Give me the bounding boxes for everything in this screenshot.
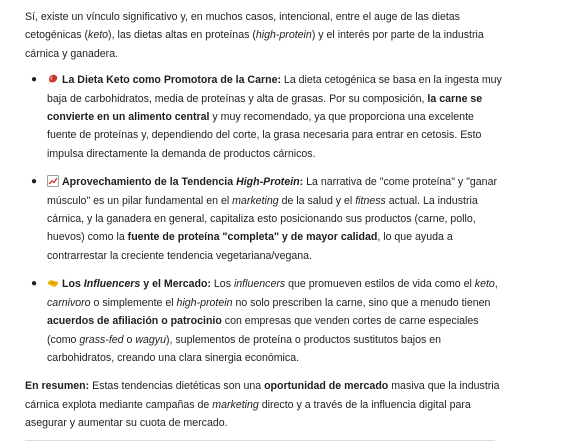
intro-emphasis: high-protein [255, 29, 312, 42]
item-text: o [123, 333, 136, 346]
list-item-keto [25, 71, 505, 163]
item-text: de la salud y el [278, 194, 356, 207]
item-text: con empresas que venden cortes de carne especiales (como [47, 315, 479, 346]
item-text: , [494, 278, 498, 291]
summary-paragraph [25, 377, 505, 432]
item-emphasis: keto [474, 278, 495, 291]
item-emphasis: fitness [355, 194, 386, 207]
intro-text: Sí, existe un vínculo significativo y, en muchos casos, intencional, entre el auge de las dietas cetogénicas ( [25, 11, 460, 42]
item-emphasis: influencers [233, 278, 286, 291]
bullet-dot: ● [31, 176, 38, 188]
intro-text: ), las dietas altas en proteínas ( [108, 29, 256, 42]
item-title [62, 278, 211, 290]
list-item-influencers [25, 275, 505, 367]
summary-label: En resumen: [25, 380, 90, 393]
handshake-icon [47, 277, 59, 289]
item-bold: fuente de proteína "completa" y de mayor calidad [127, 231, 378, 244]
item-text: Los [210, 278, 234, 291]
meat-icon [47, 73, 59, 85]
bullet-dot: ● [31, 74, 38, 86]
item-title [62, 176, 303, 188]
item-emphasis: grass-fed [79, 333, 124, 346]
intro-paragraph [25, 8, 505, 63]
item-emphasis: wagyu [135, 333, 166, 346]
item-emphasis: marketing [232, 194, 279, 207]
item-text: no solo prescriben la carne, sino que a menudo tienen [232, 296, 491, 309]
item-text: La dieta cetogénica se basa en la ingesta muy baja de carbohidratos, media de proteínas y alta de grasas. Por su composición, [47, 74, 502, 105]
item-title-emphasis: Influencers [83, 278, 141, 291]
item-title-part: y el Mercado: [140, 278, 211, 291]
summary-emphasis: marketing [212, 398, 259, 411]
summary-bold: oportunidad de mercado [264, 380, 389, 393]
item-emphasis: high-protein [176, 296, 233, 309]
summary-text: masiva que la industria cárnica explota mediante campañas de [25, 380, 500, 411]
item-bold: acuerdos de afiliación o patrocinio [47, 315, 222, 328]
intro-emphasis: keto [88, 29, 109, 42]
chart-increasing-icon [47, 175, 59, 187]
item-text: ), suplementos de proteína o productos sustitutos bajos en carbohidratos, creando una clara sinergia económica. [47, 333, 441, 364]
item-text: actual. La industria cárnica, y la ganadera en general, capitaliza esto posicionando sus productos (carne, pollo, huevos) como la [47, 194, 478, 244]
summary-text: directo y a través de la influencia digital para asegurar y aumentar su cuota de mercado. [25, 398, 471, 430]
item-bold: la carne se convierte en un alimento central [47, 92, 483, 124]
intro-text: ) y el interés por parte de la industria cárnica y ganadera. [25, 29, 484, 60]
item-title: La Dieta Keto como Promotora de la Carne: [62, 74, 281, 87]
item-emphasis: carnivoro [47, 296, 91, 309]
item-title-part: Aprovechamiento de la Tendencia [62, 176, 237, 189]
item-text: que promueven estilos de vida como el [285, 278, 475, 291]
bullet-list [25, 71, 505, 367]
response-content [25, 8, 505, 433]
bullet-dot: ● [31, 278, 38, 290]
item-title-part: : [299, 176, 304, 189]
item-title-part: Los [62, 278, 84, 291]
item-text: La narrativa de "come proteína" y "ganar músculo" es un pilar fundamental en el [47, 176, 497, 207]
list-item-high-protein [25, 173, 505, 265]
item-title-emphasis: High-Protein [236, 176, 300, 189]
item-text: o simplemente el [90, 296, 177, 309]
item-text: , lo que ayuda a contrarrestar la creciente tendencia vegetariana/vegana. [47, 231, 453, 262]
summary-text: Estas tendencias dietéticas son una [89, 380, 265, 393]
divider [25, 440, 495, 441]
item-text: y muy recomendado, ya que proporciona una excelente fuente de proteínas y, dependiendo del corte, la grasa necesaria para entrar en cetosis. Esto impulsa directamente la demanda de productos cárnicos. [47, 111, 482, 160]
